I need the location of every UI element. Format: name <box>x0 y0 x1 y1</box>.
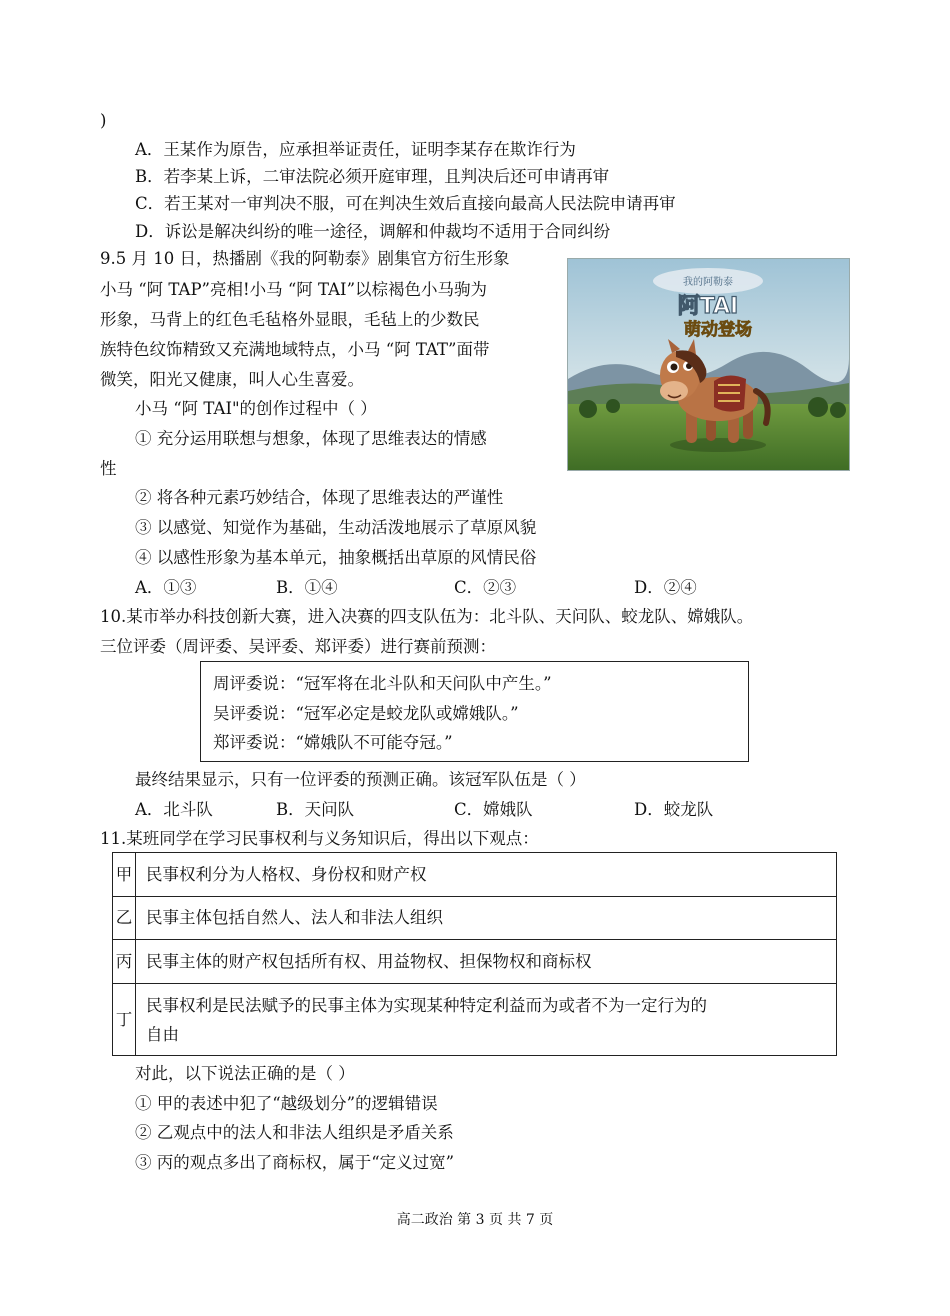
quote-zhou: 周评委说：“冠军将在北斗队和天问队中产生。” <box>213 674 552 693</box>
pony-poster-image <box>567 258 850 471</box>
q8-option-c: C．若王某对一审判决不服，可在判决生效后直接向最高人民法院申请再审 <box>135 194 676 213</box>
q9-item-4: ④ 以感性形象为基本单元，抽象概括出草原的风情民俗 <box>135 548 537 567</box>
row-key: 丙 <box>113 940 136 984</box>
q11-item-2: ② 乙观点中的法人和非法人组织是矛盾关系 <box>135 1123 454 1142</box>
row-text-line-1: 民事权利是民法赋予的民事主体为实现某种特定利益而为或者不为一定行为的 <box>146 995 707 1015</box>
table-row <box>113 984 837 1056</box>
row-key: 丁 <box>113 984 136 1056</box>
poster-name-text: 阿TAI <box>677 294 739 319</box>
q8-option-b: B．若李某上诉，二审法院必须开庭审理，且判决后还可申请再审 <box>135 167 610 186</box>
row-text: 民事主体包括自然人、法人和非法人组织 <box>136 897 837 940</box>
q11-stem: 对此，以下说法正确的是（ ） <box>135 1064 355 1083</box>
row-text: 民事权利分为人格权、身份权和财产权 <box>136 853 837 897</box>
q9-line-2: 小马 “阿 TAP”亮相!小马 “阿 TAI”以棕褐色小马驹为 <box>100 280 488 299</box>
table-row <box>113 897 837 940</box>
pony-illustration <box>568 259 849 470</box>
q11-item-3: ③ 丙的观点多出了商标权，属于“定义过宽” <box>135 1153 455 1172</box>
q9-item-3: ③ 以感觉、知觉作为基础，生动活泼地展示了草原风貌 <box>135 518 537 537</box>
poster-slogan-text: 萌动登场 <box>684 320 752 340</box>
page-footer: 高二政治 第 3 页 共 7 页 <box>396 1212 554 1228</box>
q10-line-1: 10.某市举办科技创新大赛，进入决赛的四支队伍为：北斗队、天问队、蛟龙队、嫦娥队。 <box>100 607 754 626</box>
row-text: 民事主体的财产权包括所有权、用益物权、担保物权和商标权 <box>136 940 837 984</box>
row-key: 乙 <box>113 897 136 940</box>
q9-option-c: C．②③ <box>454 578 517 597</box>
q9-item-1: ① 充分运用联想与想象，体现了思维表达的情感 <box>135 429 487 448</box>
quote-wu: 吴评委说：“冠军必定是蛟龙队或嫦娥队。” <box>213 704 519 723</box>
q10-line-2: 三位评委（周评委、吴评委、郑评委）进行赛前预测： <box>100 637 496 656</box>
q9-option-b: B．①④ <box>276 578 338 597</box>
row-text <box>136 984 837 1056</box>
q9-line-4: 族特色纹饰精致又充满地域特点，小马 “阿 TAT”面带 <box>100 340 490 359</box>
q9-item-2: ② 将各种元素巧妙结合，体现了思维表达的严谨性 <box>135 488 504 507</box>
q10-option-b: B．天问队 <box>276 800 355 819</box>
q9-line-5: 微笑，阳光又健康，叫人心生喜爱。 <box>100 370 364 389</box>
q11-viewpoints-table <box>112 852 837 1056</box>
continuation-paren: ) <box>100 111 107 130</box>
table-row <box>113 853 837 897</box>
q10-stem: 最终结果显示，只有一位评委的预测正确。该冠军队伍是（ ） <box>135 770 586 789</box>
poster-series-title: 我的阿勒泰 <box>683 277 733 288</box>
row-key: 甲 <box>113 853 136 897</box>
q9-stem: 小马 “阿 TAI"的创作过程中（ ） <box>135 399 377 418</box>
q9-item-1-cont: 性 <box>100 459 117 478</box>
q10-option-d: D．蛟龙队 <box>634 800 714 819</box>
q11-item-1: ① 甲的表述中犯了“越级划分”的逻辑错误 <box>135 1094 438 1113</box>
q8-option-d: D．诉讼是解决纠纷的唯一途径，调解和仲裁均不适用于合同纠纷 <box>135 222 611 241</box>
q8-option-a: A．王某作为原告，应承担举证责任，证明李某存在欺诈行为 <box>135 140 576 159</box>
q11-line-1: 11.某班同学在学习民事权利与义务知识后，得出以下观点： <box>100 829 539 848</box>
row-text-line-2: 自由 <box>146 1024 179 1044</box>
q10-option-c: C．嫦娥队 <box>454 800 533 819</box>
q10-quote-box <box>200 661 749 762</box>
table-row <box>113 940 837 984</box>
q10-option-a: A．北斗队 <box>135 800 213 819</box>
q9-option-a: A．①③ <box>135 578 197 597</box>
quote-zheng: 郑评委说：“嫦娥队不可能夺冠。” <box>213 733 453 752</box>
q9-line-3: 形象，马背上的红色毛毡格外显眼，毛毡上的少数民 <box>100 310 480 329</box>
q9-option-d: D．②④ <box>634 578 697 597</box>
q9-line-1: 9.5 月 10 日，热播剧《我的阿勒泰》剧集官方衍生形象 <box>100 249 510 268</box>
